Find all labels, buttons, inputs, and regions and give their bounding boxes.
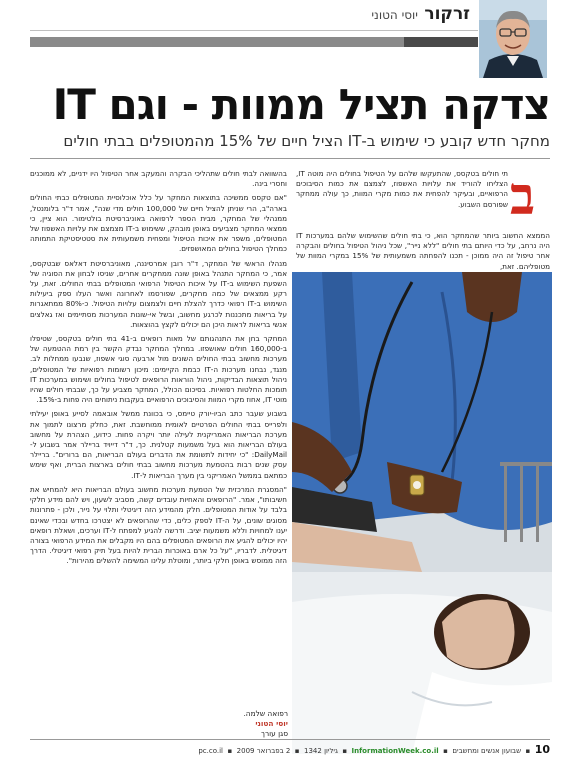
article-column-right-continued — [296, 231, 550, 276]
footer-rule — [30, 739, 550, 740]
header-top-rule — [30, 30, 478, 31]
signature-closing: רפואה שלמה. — [243, 709, 288, 718]
subheadline: מחקר חדש קובע כי שימוש ב-IT הציל חיים של 15% מהמטופלים בבתי חולים — [63, 132, 550, 150]
page-footer: 10 ▪ שבועון אנשים ומחשבים ▪ InformationWeek.co.il ▪ גיליון 1342 ▪ 2 בפברואר 2009 ▪ pc.co.il — [198, 743, 550, 756]
article-photo — [292, 272, 552, 754]
paragraph: "אם טקסס ממשיכה בתוצאות המחקר על כלל אוכלוסיית המטופלים כבתי החולים בארה"ב, הרי שניתן להציל חיים של 100,000 חולים מדי שנה", אמר ד"ר בלומנטל, ממנהלי של המחקר, מבית הספר לרפואה באוניברסיטת בולטימור. הוא ציין, כי ממצאי המחקר מצביעים באופן מובהק, ששימוש ב-IT מצמצם את עלויות האשפוז של המטופלים, משפר את איכות הטיפול ומפחית משמעותית את סטטיסטיקת התמותה כמחלך הטיפול בחולים המאושפזים. — [30, 193, 287, 254]
issue-date: 2 בפברואר 2009 — [236, 747, 291, 755]
publication-name: שבועון אנשים ומחשבים — [452, 747, 522, 755]
site-url: pc.co.il — [198, 747, 223, 755]
paragraph: תי חולים בטקסס, שהתעקשו שלהם על הטיפול בחולים היה מוטה IT, הצליחו להוריד את עלויות האשפוז, לצמצם את כמות הסיבוכים הרפואיים, ובעיקר להפחית את כמות מקרי המוות, כך עולה ממחקר שפורסם השבוע. — [296, 169, 508, 209]
paragraph: הממצא החשוב ביותר שהמחקר הוא, כי בתי חולים שהשימוש שלהם במערכות IT היה נרחב, על כדי היותם בתי חולים "ללא נייר", שכל ניהול הטיפול בחולים והבקרה אחר טיפול זה היה ממוכן - תכנו להפחתה משמעותית של 15% במקרי המוות של מטופליהם. זאת, — [296, 231, 550, 271]
paragraph: מנהלו הראשי של המחקר, ד"ר רובן אמרסיננה, מאוניברסיטת דאלאס שבטקסס, אמר, כי המחקר התנהל באופן שונה ממחקרים אחרים, שניסו לבחון את הסוגיה של השפעת השימוש ב-IT על איכות הטיפול הרפואי המטופלים בבתי החולים. זאת, על רקע ממצאים של כמה מחקרים, שפורסמו לאחרונה ואשר העלו ספק ביעילות השימוש ב-IT רפואי כדרך להצלת חיים ולצמצום עלויות הטיפול. כ-80% ממתאגרות על בריאות מתכננות לכרגע מחשוב, ובשל אי-שונות המערכות מסתיימים ואז גאלצים אנשי בריאות לראות היכן הם יכולים לקצץ בהוצאות. — [30, 258, 287, 329]
header-bar-accent — [404, 37, 478, 47]
section-label: זרקור — [424, 4, 470, 24]
paragraph: "המסגרת המרכזית של הטמעת מערכות מחשוב בעולם הבריאות היא להמחיש את חשיבותו", אמר. "הרופאים והאחיות עובדים קשה, מסביב לשעון, ויש להם מידע חלקי בלבד על אודות המטופלים. חלק מהמידע הזה דיגיטלי ותלוי על נייר, ולכן - פתרונות מסוגים שונים, על ה-IT לספק כלים, כדי שהרופאים לא יצטרכו בחדש ובכדי שאינם יענו למחויות וללא משמעות יציב. ודרשה להגיע למפתח ל-IT וערכים, ושאלת רופאים יהיו יכולים להגיע את הרופאים המטופלים בהם היו מקבלים את המידע הרפואי בצורה דיגיטלית. לדבריו, "על כל ארם באוכרות הברית להיות בעל תיק רפואי דיגיטלי. הדרך הזה ממוסש באופן חלקי ביותר, ומוטלת עלינו המשימה להשלים מהירות". — [30, 484, 287, 566]
drop-cap: ב — [510, 166, 536, 227]
signature-name: יוסי הטוני — [255, 719, 288, 728]
article-column-left — [30, 169, 287, 571]
signature-block — [148, 709, 288, 739]
author-label: יוסי הטוני — [371, 8, 418, 22]
article-column-right-intro — [296, 169, 508, 214]
headline: צדקה תציל ממוות - וגם IT — [52, 80, 550, 129]
magazine-site: InformationWeek.co.il — [351, 747, 439, 755]
page-number: 10 — [534, 743, 550, 756]
paragraph: בהשוואה לבתי חולים שתהליכי הבקרה והמעקב אחר הטיפול היו ידניים, לא ממוכנים וחסרי בינה. — [30, 169, 287, 189]
signature-role: סגן עורך — [261, 729, 288, 738]
issue-number: גיליון 1342 — [304, 747, 338, 755]
headline-rule — [30, 158, 550, 159]
author-portrait — [479, 0, 547, 78]
paragraph: המחקר בחן את התנהגותם של מאות רופאים ב-41 בתי חולים בטקסס, שטיפלו ב-160,000 חולים שאושפזו. במחלך המחקר נבדק הקשר בין רמת ההטמעה של מערכות מחשוב בבתי החולים השונים מול ארבעה סוגי אשפוז, שנבעו ממחלות לב. מנגד, נבחנו מערכות ה-IT כבמת הקיימים: מיכון רשומות רפואיות של המטופלים, ניהול תוצאות הבדיקות, ניהול הוראות הרופאים לטיפול בחולים ושימוש במערכות IT תומכות החלטות רפואיות. בסיכום הכולל, המחקר מצביע על כך, שבבתי חולים שהיו מוטי IT, אחוז מקרי המוות והסיבוכים הרפואיים בעקבות ניתוחים היה פחות ב-15%. — [30, 334, 287, 405]
paragraph: בשבוע שעבר כתב הביו-יורק טיימס, כי בכוונת ממשל אובאמה לסייע באופן יעילתי ולפרייס בבתי החולים הפרטיים לאומית ממוחשבת. זאת, כחלק מרצונו לתמוך את מערכת הבריאות האמריקנית לעילה יותר ויקרה פחות. כידוע, הצהרת על מחשוב בעולם הבריאות הוא בעל משמעות קטלנית. כך, ד"ר דייויד בריילר אמר בשבוע ל-DailyMail: "כי יחידות לתשומת את הדברים בעולם הבריאות, הם ברורים". בריילר עסק שנים רבות בהטמעת מערכות מחשוב בבתי חולים בארצות הברית, ואף שימש כמתאם בממשל האמריקני בין מערך הבריאות ל-IT. — [30, 409, 287, 480]
